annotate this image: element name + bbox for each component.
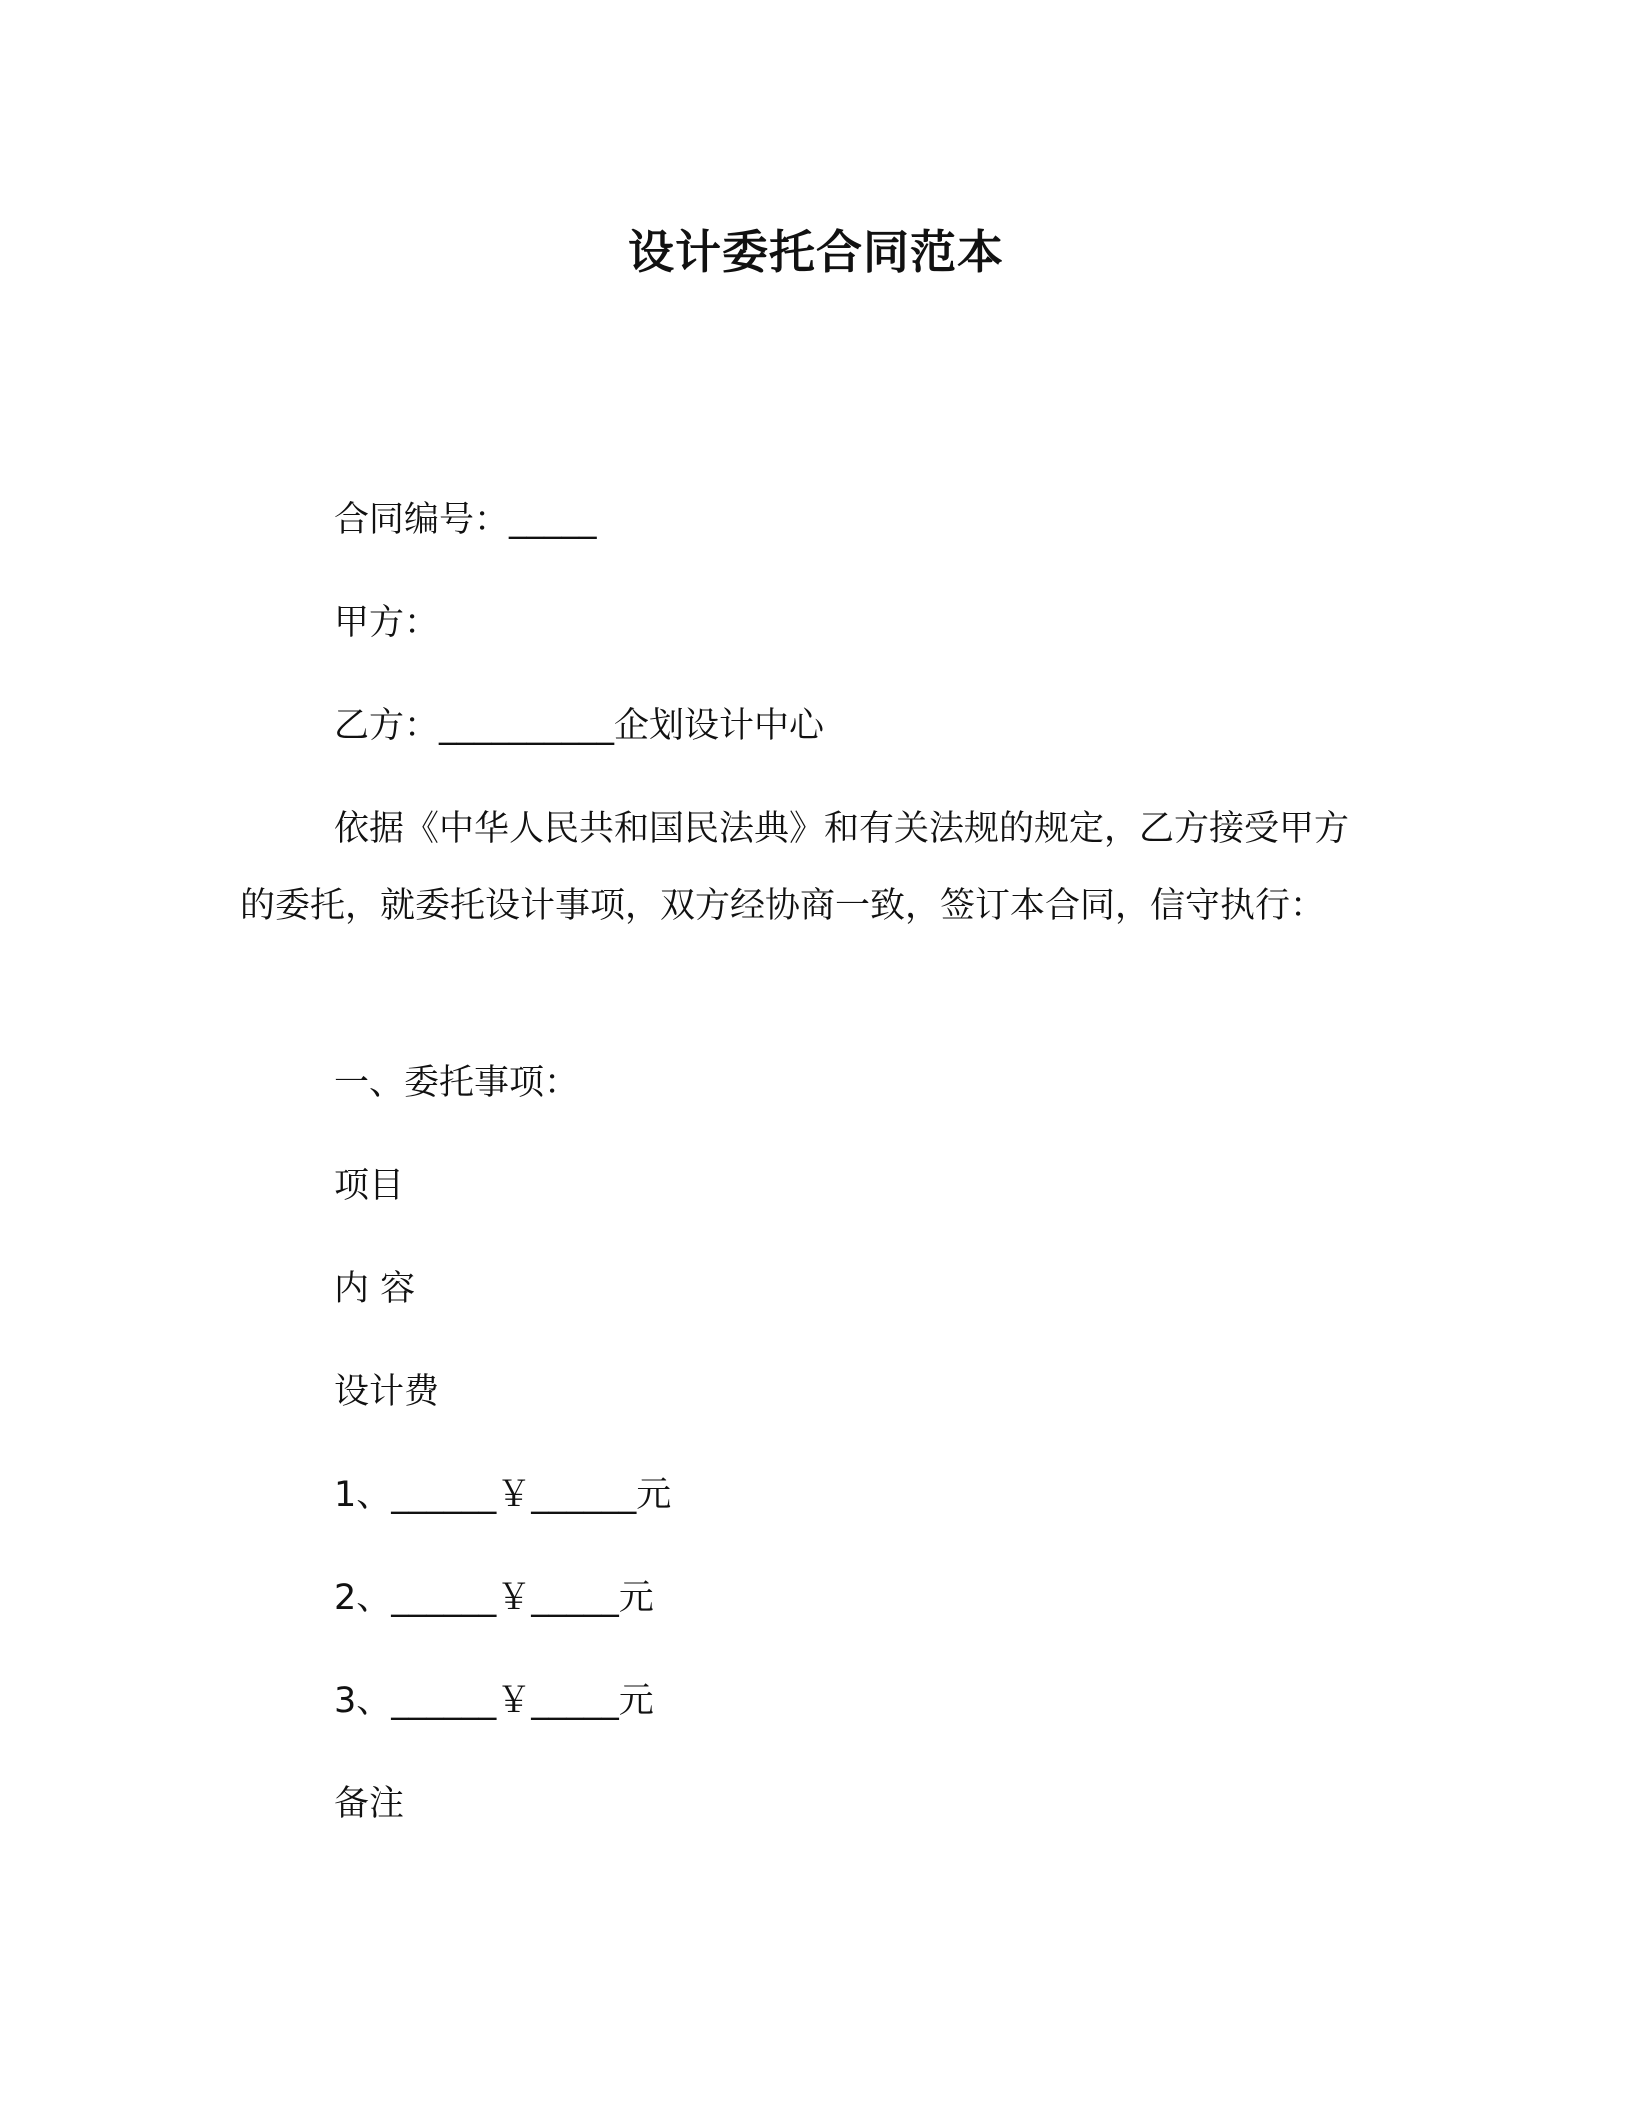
fee-row: 2、______￥_____元 (334, 1578, 654, 1618)
fee-row: 3、______￥_____元 (334, 1681, 654, 1721)
document-title: 设计委托合同范本 (628, 225, 1004, 279)
remarks-label: 备注 (334, 1784, 405, 1824)
item-label: 项目 (334, 1166, 405, 1206)
section-1-heading: 一、委托事项： (334, 1063, 580, 1103)
fee-row: 1、______￥______元 (334, 1475, 672, 1515)
content-label: 内 容 (334, 1269, 416, 1309)
contract-number: 合同编号：_____ (334, 500, 597, 540)
party-a: 甲方： (334, 603, 440, 643)
fee-label: 设计费 (334, 1372, 440, 1412)
party-b: 乙方：__________企划设计中心 (334, 706, 825, 746)
preamble-paragraph: 依据《中华人民共和国民法典》和有关法规的规定，乙方接受甲方的委托，就委托设计事项，双方经协商一致，签订本合同，信守执行： (240, 809, 1350, 926)
